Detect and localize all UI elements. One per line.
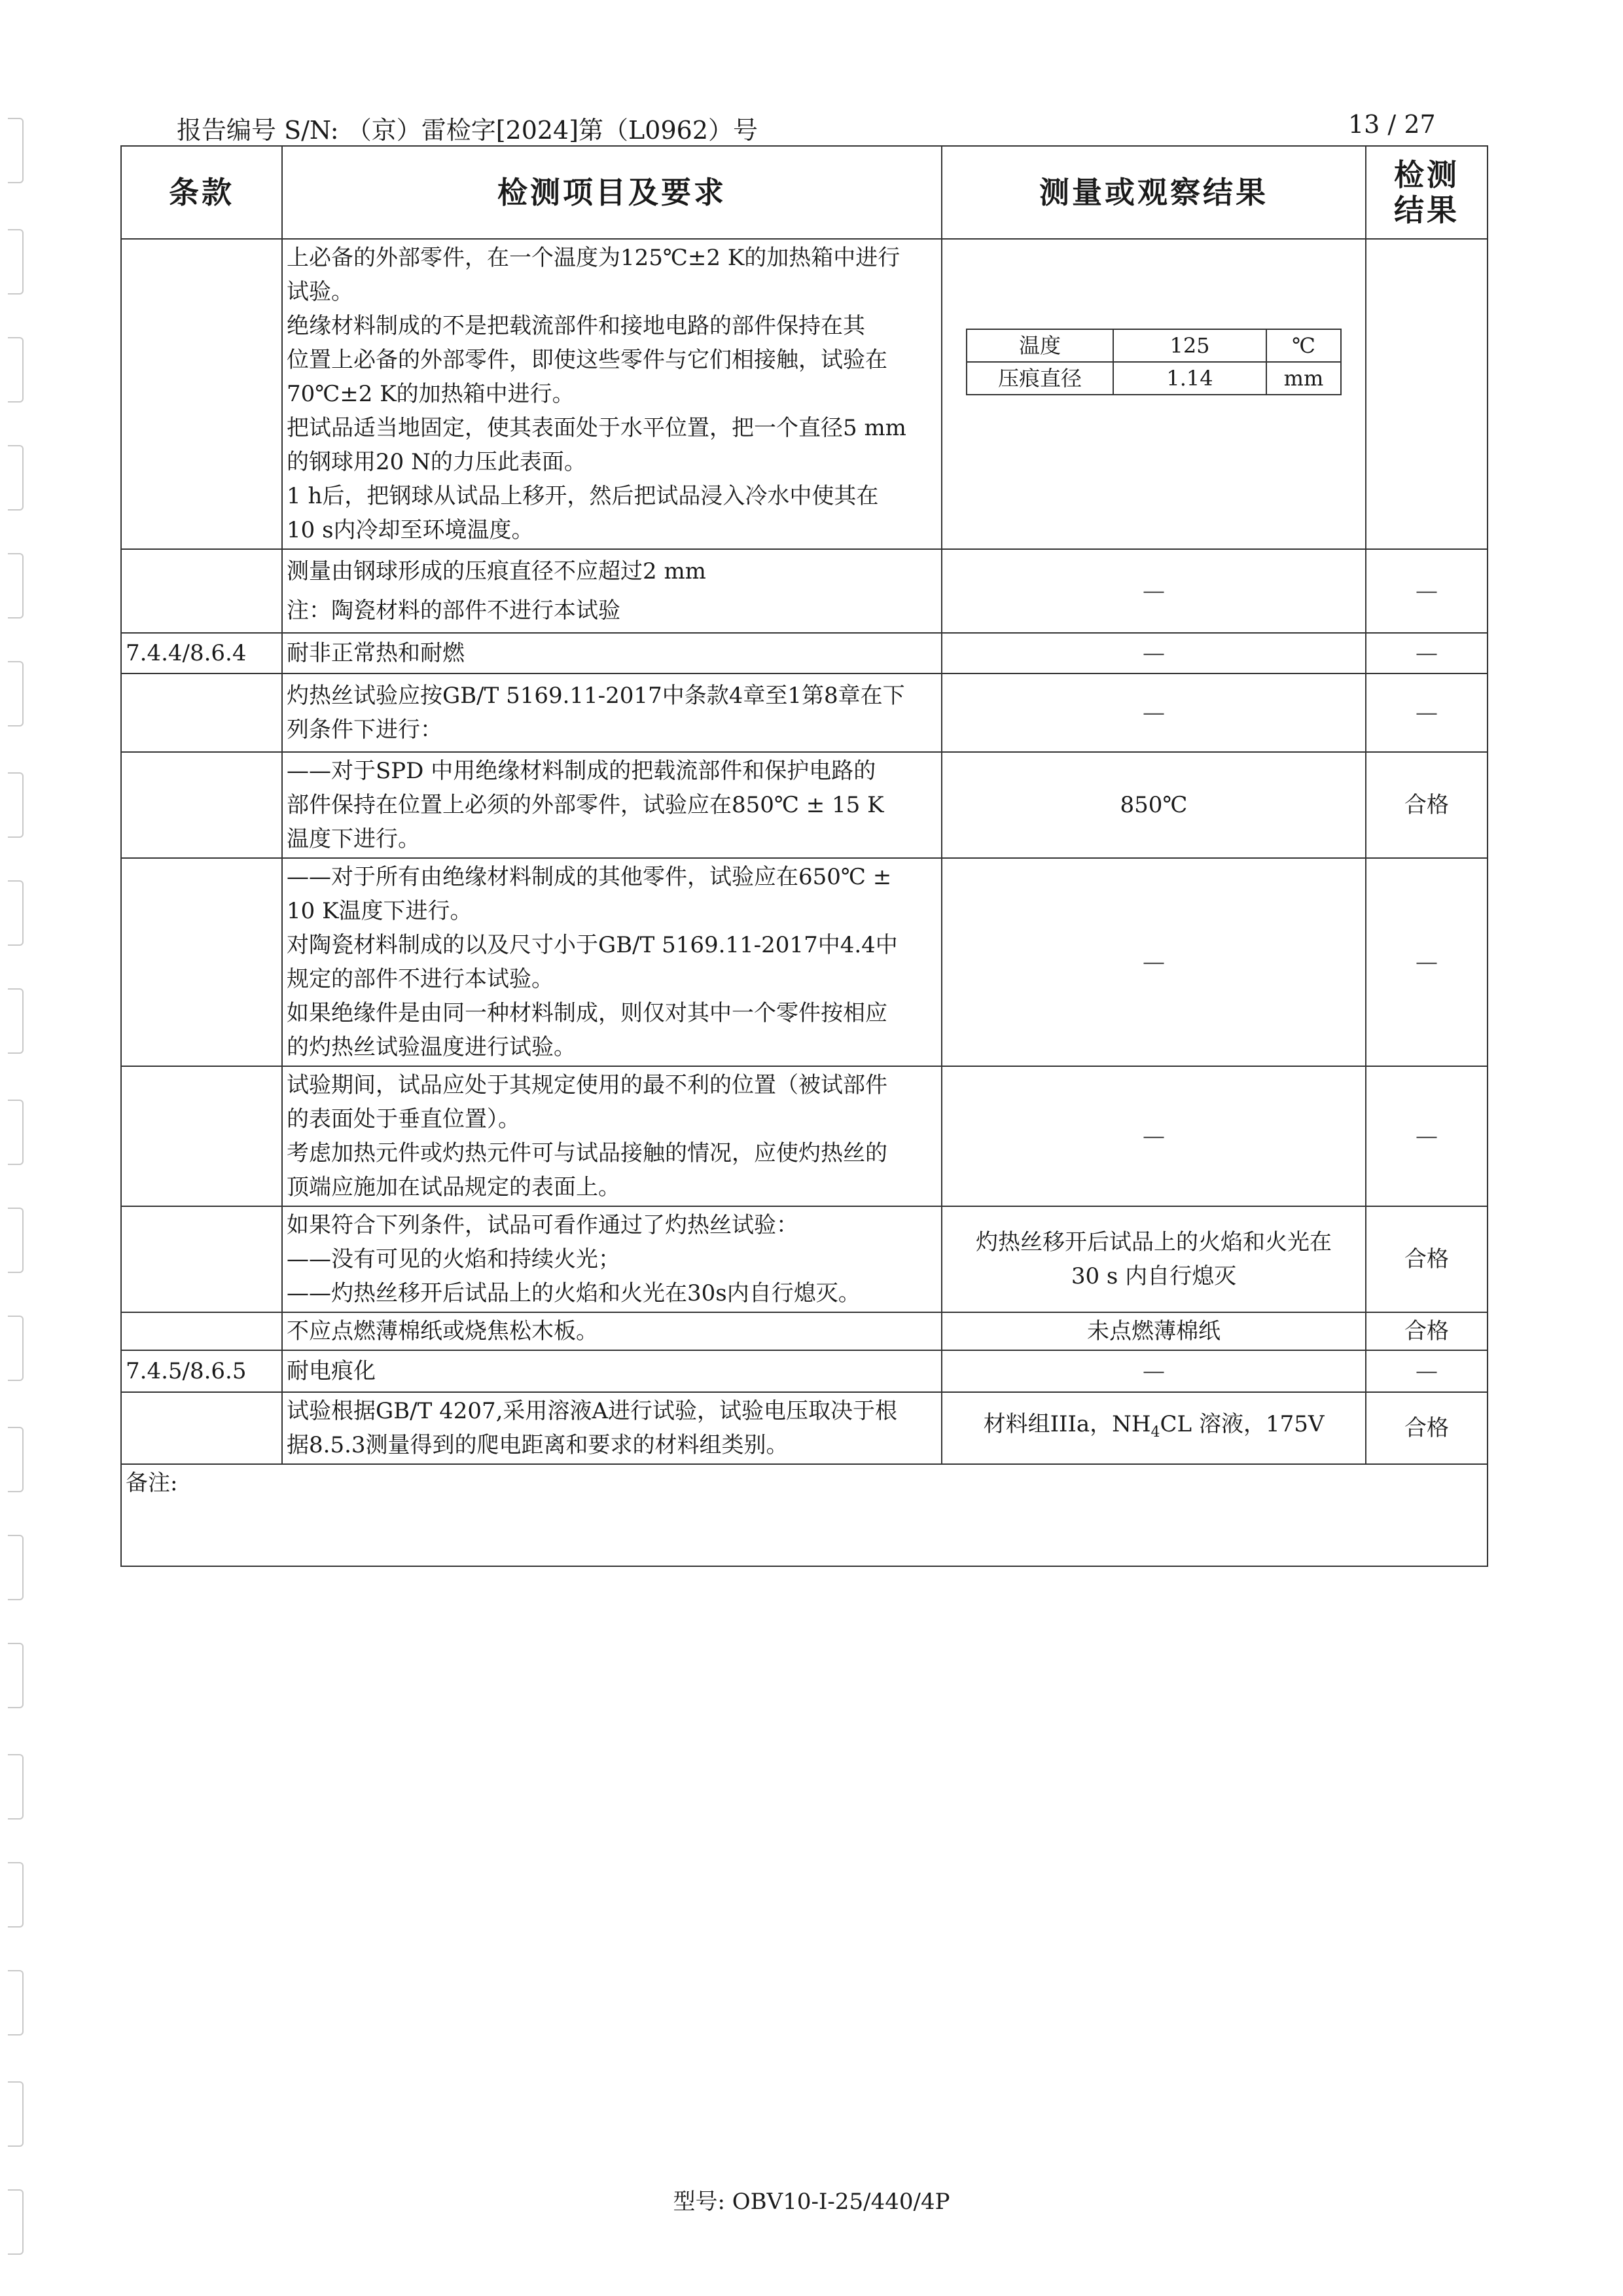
req-line: 1 h后，把钢球从试品上移开，然后把试品浸入冷水中使其在 xyxy=(287,483,879,509)
requirement-cell xyxy=(282,858,942,1066)
clause-cell xyxy=(121,673,282,752)
measurement-row xyxy=(967,362,1341,395)
clause-cell xyxy=(121,1312,282,1350)
measure-value: 125 xyxy=(1113,329,1266,362)
table-row xyxy=(121,633,1488,673)
observation-line: 30 s 内自行熄灭 xyxy=(1071,1263,1237,1289)
observation-cell: — xyxy=(942,549,1366,633)
requirement-cell xyxy=(282,549,942,633)
observation-cell xyxy=(942,1392,1366,1464)
req-line: 如果符合下列条件，试品可看作通过了灼热丝试验： xyxy=(287,1212,798,1238)
verdict-cell: 合格 xyxy=(1366,752,1488,858)
binder-hole xyxy=(8,1208,24,1273)
verdict-cell: 合格 xyxy=(1366,1312,1488,1350)
req-line: ——对于SPD 中用绝缘材料制成的把载流部件和保护电路的 xyxy=(287,758,876,784)
subscript: 4 xyxy=(1150,1424,1160,1441)
binder-hole xyxy=(8,229,24,295)
report-number: 报告编号 S/N: （京）雷检字[2024]第（L0962）号 xyxy=(177,116,758,145)
table-row xyxy=(121,1312,1488,1350)
binder-hole xyxy=(8,118,24,183)
clause-cell: 7.4.5/8.6.5 xyxy=(121,1350,282,1392)
req-line: 试验。 xyxy=(287,279,353,305)
model-footer: 型号: OBV10-I-25/440/4P xyxy=(673,2189,950,2215)
requirement-cell xyxy=(282,1392,942,1464)
measure-unit: ℃ xyxy=(1266,329,1341,362)
req-line: ——灼热丝移开后试品上的火焰和火光在30s内自行熄灭。 xyxy=(287,1280,861,1306)
observation-cell: 未点燃薄棉纸 xyxy=(942,1312,1366,1350)
req-line: 把试品适当地固定，使其表面处于水平位置，把一个直径5 mm xyxy=(287,415,906,441)
table-row xyxy=(121,1350,1488,1392)
binder-hole xyxy=(8,1427,24,1492)
req-line: 注：陶瓷材料的部件不进行本试验 xyxy=(287,598,620,624)
req-line: 测量由钢球形成的压痕直径不应超过2 mm xyxy=(287,558,706,584)
table-row xyxy=(121,1066,1488,1206)
table-row xyxy=(121,549,1488,633)
binder-hole xyxy=(8,553,24,619)
verdict-cell: — xyxy=(1366,549,1488,633)
req-line: 部件保持在位置上必须的外部零件，试验应在850℃ ± 15 K xyxy=(287,792,884,818)
remarks-row xyxy=(121,1464,1488,1566)
col-header-verdict xyxy=(1366,146,1488,239)
req-line: 上必备的外部零件，在一个温度为125℃±2 K的加热箱中进行 xyxy=(287,245,901,271)
clause-cell xyxy=(121,549,282,633)
req-line: 考虑加热元件或灼热元件可与试品接触的情况，应使灼热丝的 xyxy=(287,1140,887,1166)
table-row xyxy=(121,673,1488,752)
req-line: 的钢球用20 N的力压此表面。 xyxy=(287,449,586,475)
binder-hole xyxy=(8,772,24,838)
table-row xyxy=(121,239,1488,549)
req-line: 的表面处于垂直位置）。 xyxy=(287,1106,520,1132)
req-line: 耐非正常热和耐燃 xyxy=(287,640,465,666)
clause-cell xyxy=(121,858,282,1066)
measure-label: 温度 xyxy=(967,329,1113,362)
req-line: 耐电痕化 xyxy=(287,1358,376,1384)
col-header-observation: 测量或观察结果 xyxy=(942,146,1366,239)
req-line: ——对于所有由绝缘材料制成的其他零件，试验应在650℃ ± xyxy=(287,864,892,890)
requirement-cell xyxy=(282,633,942,673)
clause-cell xyxy=(121,752,282,858)
req-line: 顶端应施加在试品规定的表面上。 xyxy=(287,1174,620,1200)
requirement-cell xyxy=(282,1350,942,1392)
binder-hole xyxy=(8,880,24,946)
measurement-row xyxy=(967,329,1341,362)
binder-hole xyxy=(8,1970,24,2036)
observation-cell xyxy=(942,239,1366,549)
req-line: 70℃±2 K的加热箱中进行。 xyxy=(287,381,575,407)
verdict-cell: — xyxy=(1366,673,1488,752)
table-row xyxy=(121,1392,1488,1464)
req-line: 10 s内冷却至环境温度。 xyxy=(287,517,534,543)
req-line: 的灼热丝试验温度进行试验。 xyxy=(287,1034,576,1060)
table-row xyxy=(121,858,1488,1066)
verdict-cell: 合格 xyxy=(1366,1392,1488,1464)
clause-cell: 7.4.4/8.6.4 xyxy=(121,633,282,673)
clause-cell xyxy=(121,1066,282,1206)
measure-unit: mm xyxy=(1266,362,1341,395)
req-line: 试验期间，试品应处于其规定使用的最不利的位置（被试部件 xyxy=(287,1072,887,1098)
table-header xyxy=(121,146,1488,239)
requirement-cell xyxy=(282,673,942,752)
clause-cell xyxy=(121,1206,282,1312)
req-line: 规定的部件不进行本试验。 xyxy=(287,966,554,992)
requirement-cell xyxy=(282,1312,942,1350)
clause-cell xyxy=(121,1392,282,1464)
req-line: 如果绝缘件是由同一种材料制成，则仅对其中一个零件按相应 xyxy=(287,1000,887,1026)
verdict-cell: — xyxy=(1366,633,1488,673)
observation-cell: — xyxy=(942,858,1366,1066)
req-line: 不应点燃薄棉纸或烧焦松木板。 xyxy=(287,1318,598,1344)
observation-text: 材料组IIIa，NH xyxy=(983,1410,1151,1437)
verdict-cell: — xyxy=(1366,1066,1488,1206)
verdict-cell: — xyxy=(1366,1350,1488,1392)
binder-hole xyxy=(8,1316,24,1381)
req-line: 列条件下进行： xyxy=(287,717,442,743)
measurement-table xyxy=(966,329,1342,395)
measure-label: 压痕直径 xyxy=(967,362,1113,395)
requirement-cell xyxy=(282,239,942,549)
observation-line: 灼热丝移开后试品上的火焰和火光在 xyxy=(976,1229,1332,1255)
binder-hole xyxy=(8,1100,24,1165)
remarks-cell xyxy=(121,1464,1488,1566)
req-line: 10 K温度下进行。 xyxy=(287,898,473,924)
binder-hole xyxy=(8,2081,24,2147)
verdict-cell: 合格 xyxy=(1366,1206,1488,1312)
req-line: 试验根据GB/T 4207,采用溶液A进行试验，试验电压取决于根 xyxy=(287,1398,897,1424)
remarks-label: 备注: xyxy=(126,1470,178,1496)
observation-cell xyxy=(942,1206,1366,1312)
req-line: 灼热丝试验应按GB/T 5169.11-2017中条款4章至1第8章在下 xyxy=(287,683,905,709)
verdict-cell xyxy=(1366,239,1488,549)
verdict-cell: — xyxy=(1366,858,1488,1066)
observation-cell: — xyxy=(942,673,1366,752)
page-number: 13 / 27 xyxy=(1348,110,1436,139)
req-line: 对陶瓷材料制成的以及尺寸小于GB/T 5169.11-2017中4.4中 xyxy=(287,932,898,958)
table-row xyxy=(121,1206,1488,1312)
binder-hole xyxy=(8,337,24,403)
binder-hole xyxy=(8,1535,24,1600)
requirement-cell xyxy=(282,752,942,858)
binder-hole xyxy=(8,988,24,1054)
binder-hole xyxy=(8,445,24,511)
req-line: 温度下进行。 xyxy=(287,826,420,852)
requirement-cell xyxy=(282,1206,942,1312)
table-row xyxy=(121,752,1488,858)
binder-hole xyxy=(8,1754,24,1820)
observation-cell: — xyxy=(942,633,1366,673)
col-header-requirement: 检测项目及要求 xyxy=(282,146,942,239)
requirement-cell xyxy=(282,1066,942,1206)
req-line: 绝缘材料制成的不是把载流部件和接地电路的部件保持在其 xyxy=(287,313,865,339)
col-header-clause: 条款 xyxy=(121,146,282,239)
observation-text: CL 溶液，175V xyxy=(1160,1410,1325,1437)
observation-cell: — xyxy=(942,1066,1366,1206)
req-line: 据8.5.3测量得到的爬电距离和要求的材料组类别。 xyxy=(287,1432,789,1458)
req-line: 位置上必备的外部零件，即使这些零件与它们相接触，试验在 xyxy=(287,347,887,373)
req-line: ——没有可见的火焰和持续火光； xyxy=(287,1246,620,1272)
observation-cell: — xyxy=(942,1350,1366,1392)
measure-value: 1.14 xyxy=(1113,362,1266,395)
test-table xyxy=(120,145,1488,1567)
binder-hole xyxy=(8,661,24,726)
verdict-header-text: 检测结果 xyxy=(1394,157,1459,228)
binder-hole xyxy=(8,1643,24,1708)
clause-cell xyxy=(121,239,282,549)
observation-cell: 850℃ xyxy=(942,752,1366,858)
binder-hole xyxy=(8,1862,24,1928)
